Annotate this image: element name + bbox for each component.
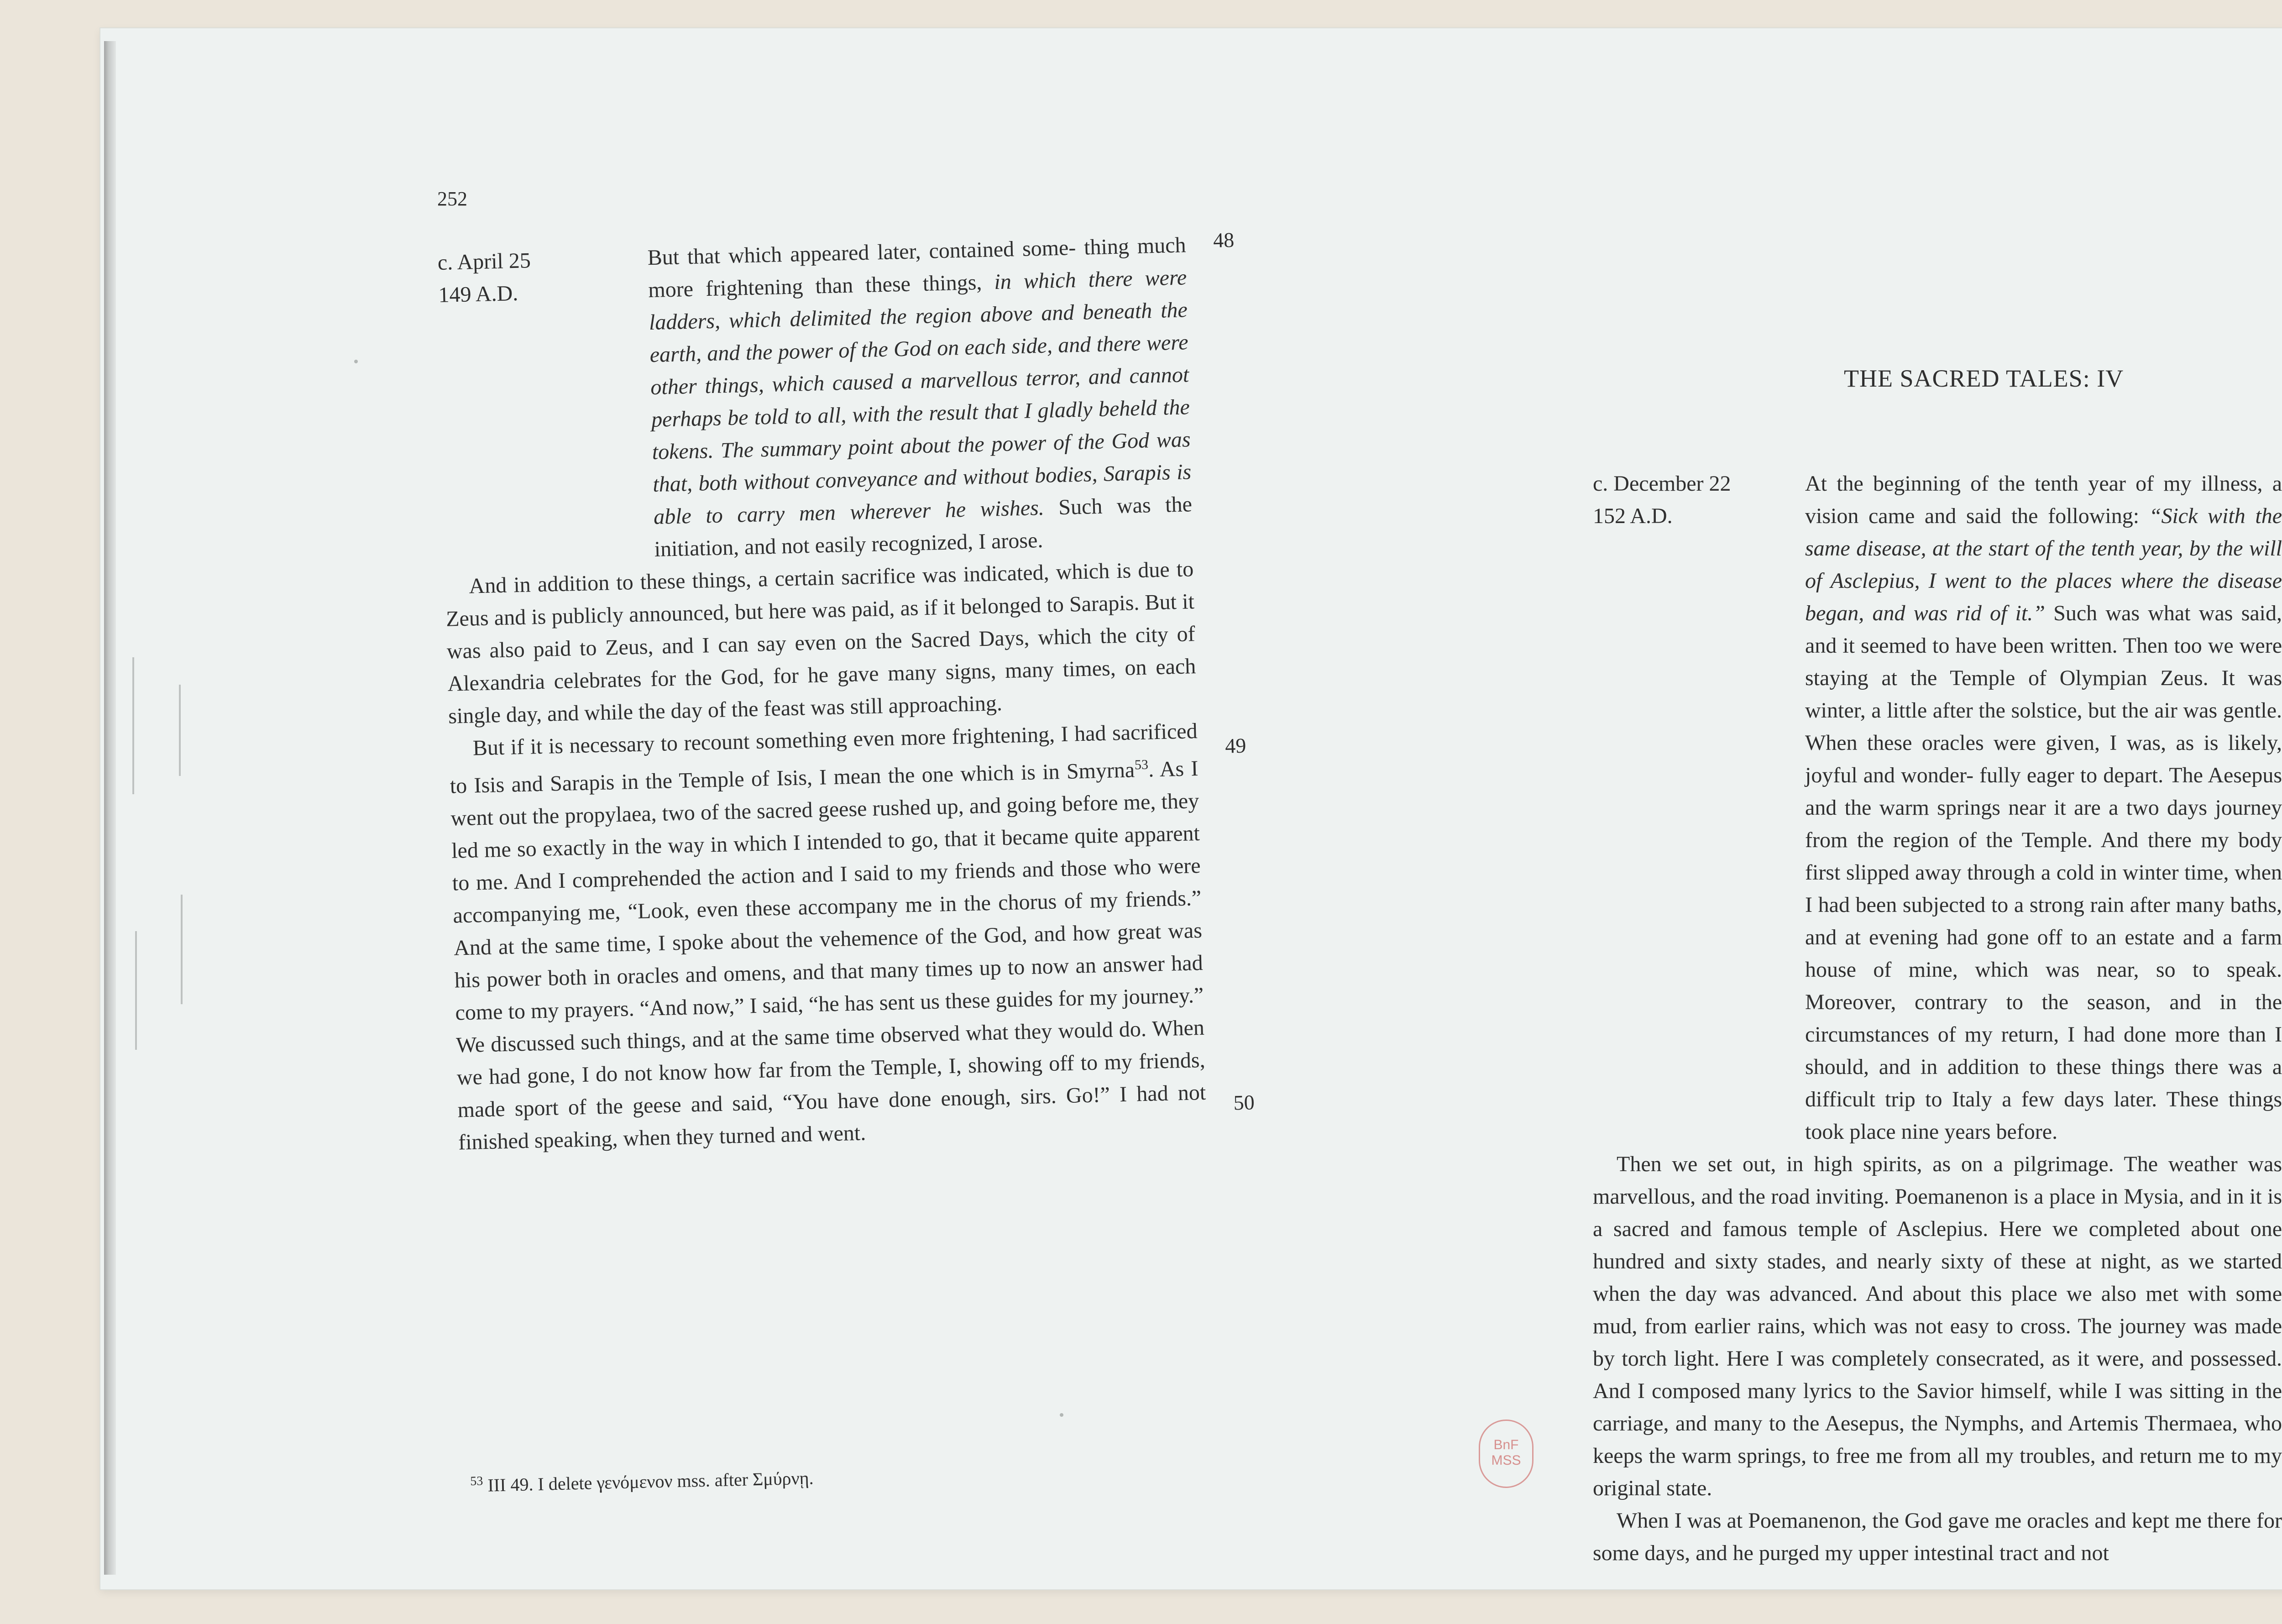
library-stamp — [1479, 1420, 1534, 1488]
show-through-mark — [181, 895, 183, 1004]
paragraph — [1593, 467, 2282, 1148]
show-through-mark — [179, 685, 181, 776]
right-text-block — [1593, 467, 2282, 1569]
show-through-mark — [135, 931, 137, 1050]
paragraph-text: But that which appeared later, contained some- thing much more frightening than these things, — [647, 233, 1187, 303]
footnote-ref: 53 — [1134, 757, 1149, 773]
paragraph-text: Such was the initiation, and not easily recognized, I arose. — [654, 492, 1193, 561]
paper-speck — [1060, 1413, 1063, 1417]
paragraph-italic: in which there were ladders, which delimited the region above and beneath the earth, and the power of the God on each side, and there were other things, which caused a marvellous terror, and cannot perhaps be told to all, with the result that I gladly beheld the tokens. The summary point about the power of the God was that, both without conveyance and without bodies, Sarapis is able to carry men wherever he wishes. — [649, 265, 1192, 529]
footnote-number: 53 — [470, 1474, 483, 1488]
left-margin-number: 48 — [1213, 228, 1235, 252]
left-date-margin: c. April 25 149 A.D. — [437, 248, 531, 307]
binding-shadow — [104, 41, 116, 1575]
left-margin-number: 49 — [1225, 733, 1246, 758]
left-text-block — [437, 229, 1207, 1158]
paragraph: When I was at Poemanenon, the God gave me oracles and kept me there for some days, and he purged my upper intestinal tract and not — [1593, 1509, 2282, 1565]
footnote-text: III 49. I delete γενόμενον mss. after Σμύρνῃ. — [483, 1467, 814, 1496]
paragraph: And in addition to these things, a certain sacrifice was indicated, which is due to Zeus and is publicly announced, but here was paid, as if it belonged to Sarapis. But it was also paid to Zeus, and I can say even on the Sacred Days, which the city of Alexandria celebrates for the God, for he gave many signs, many times, on each single day, and while the day of the feast was still approaching. — [445, 557, 1196, 728]
show-through-mark — [132, 657, 134, 794]
paragraph-text: . As I went out the propylaea, two of the sacred geese rushed up, and going before me, they led me so exactly in the way in which I intended to go, that it became quite apparent to me. And I comprehended the action and I said to my friends and those who were accompanying me, “Look, even these accompany me in the chorus of my friends.” And at the same time, I spoke about the vehemence of the God, and how great was his power both in oracles and omens, and that many times up to now an answer had come to my prayers. “And now,” I said, “he has sent us these guides for my journey.” We discussed such things, and at the same time observed what they would do. When we had gone, I do not know how far from the Temple, I, showing off to my friends, made sport of the geese and said, “You have done enough, sirs. Go!” I had not finished speaking, when they turned and went. — [450, 756, 1206, 1155]
paper-speck — [354, 360, 358, 363]
left-page-number: 252 — [437, 188, 467, 210]
right-page-body — [1593, 467, 2282, 1565]
paragraph-text: At the beginning of the tenth year of my illness, a vision came and said the following: — [1805, 471, 2282, 528]
paragraph: Then we set out, in high spirits, as on a pilgrimage. The weather was marvellous, and the road inviting. Poemanenon is a place in Mysia, and in it is a sacred and famous temple of Asclepius. Here we completed about one hundred and sixty stades, and nearly sixty of these at night, as we started when the day was advanced. And about this place we also met with some mud, from earlier rains, which was not easy to cross. The journey was made by torch light. Here I was completely consecrated, as it were, and possessed. And I composed many lyrics to the Savior himself, while I was sitting in the carriage, and many to the Aesepus, the Nymphs, and Artemis Thermaea, who keeps the warm springs, to free me from all my troubles, and return me to my original state. — [1593, 1152, 2282, 1500]
left-margin-number: 50 — [1233, 1090, 1255, 1115]
chapter-title: THE SACRED TALES: IV — [1844, 365, 2124, 392]
left-page-body — [437, 228, 1255, 1341]
paragraph-text: But if it is necessary to recount something even more frightening, I had sacrificed to Isis and Sarapis in the Temple of Isis, I mean the one which is in Smyrna — [450, 719, 1198, 798]
paragraph — [449, 715, 1207, 1158]
paragraph-text: Such was what was said, and it seemed to have been written. Then too we were staying at the Temple of Olympian Zeus. It was winter, a little after the solstice, but the air was gentle. When these oracles were given, I was, as is likely, joyful and wonder- fully eager to depart. The Aesepus and the warm springs near it are a two days journey from the region of the Temple. And there my body first slipped away through a cold in winter time, when I had been subjected to a strong rain after many baths, and at evening had gone off to an estate and a farm house of mine, which was near, so to speak. Moreover, contrary to the season, and in the circumstances of my return, I had done more than I should, and in addition to these things there was a difficult trip to Italy a few days later. These things took place nine years before. — [1805, 601, 2282, 1144]
paragraph — [437, 229, 1193, 570]
stamp-line: MSS — [1491, 1453, 1521, 1468]
stamp-line: BnF — [1493, 1437, 1519, 1452]
right-date-margin: c. December 22 152 A.D. — [1593, 471, 1731, 528]
paragraph-italic: “Sick with the same disease, at the start of the tenth year, by the will of Asclepius, I went to the places where the disease began, and was rid of it.” — [1805, 504, 2282, 625]
